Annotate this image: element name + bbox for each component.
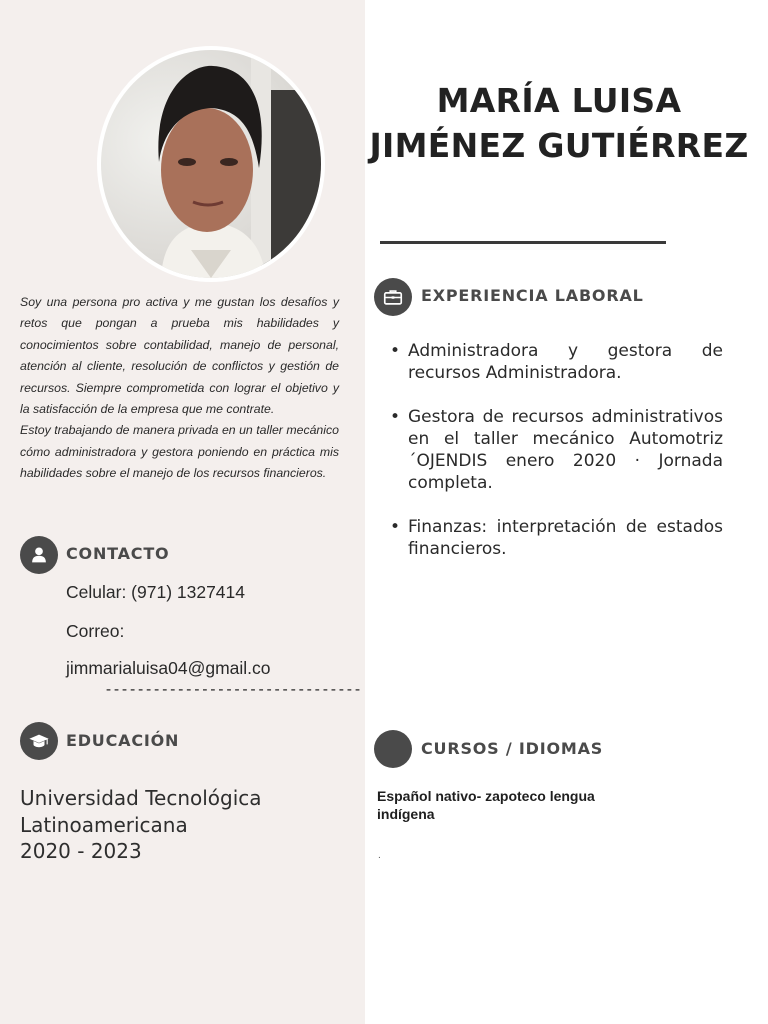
education-title: EDUCACIÓN <box>66 731 180 750</box>
briefcase-icon <box>374 278 412 316</box>
experience-list <box>390 340 723 581</box>
name-underline <box>380 241 666 244</box>
name-line-2: JIMÉNEZ GUTIÉRREZ <box>369 126 749 165</box>
contact-title: CONTACTO <box>66 544 170 563</box>
contact-phone: Celular: (971) 1327414 <box>66 582 246 602</box>
about-paragraph-2: Estoy trabajando de manera privada en un taller mecánico cómo administradora y gestora poniendo en práctica mis habilidades sobre el manejo de los recursos financieros. <box>20 423 339 481</box>
courses-text: Español nativo- zapoteco lengua indígena <box>377 788 595 822</box>
graduation-cap-icon <box>20 722 58 760</box>
contact-email: jimmarialuisa04@gmail.co <box>66 658 271 678</box>
education-years: 2020 - 2023 <box>20 839 142 863</box>
experience-title: EXPERIENCIA LABORAL <box>421 286 644 305</box>
full-name <box>365 78 753 168</box>
user-icon <box>20 536 58 574</box>
education-school-line-2: Latinoamericana <box>20 812 188 837</box>
about-text <box>20 292 339 485</box>
experience-item: • Gestora de recursos administrativos en el taller mecánico Automotriz´OJENDIS enero 2020 · Jornada completa. <box>390 406 723 495</box>
education-school-line-1: Universidad Tecnológica <box>20 786 262 810</box>
dashed-separator: -------------------------------- <box>104 680 361 698</box>
about-paragraph-1: Soy una persona pro activa y me gustan los desafíos y retos que pongan a prueba mis habilidades y conocimientos sobre contabilidad, manejo de personal, atención al cliente, resolución de conflictos y gestión de recursos. Siempre comprometida con lograr el objetivo y la satisfacción de la empresa que me contrate. <box>20 295 339 417</box>
stray-dot: . <box>378 850 381 861</box>
circle-icon <box>374 730 412 768</box>
experience-item: • Administradora y gestora de recursos Administradora. <box>390 340 723 385</box>
contact-email-label: Correo: <box>66 621 125 641</box>
profile-photo <box>97 46 325 282</box>
courses-title: CURSOS / IDIOMAS <box>421 739 604 758</box>
education-entry <box>20 785 262 865</box>
experience-item: • Finanzas: interpretación de estados financieros. <box>390 516 723 561</box>
name-line-1: MARÍA LUISA <box>436 81 682 120</box>
